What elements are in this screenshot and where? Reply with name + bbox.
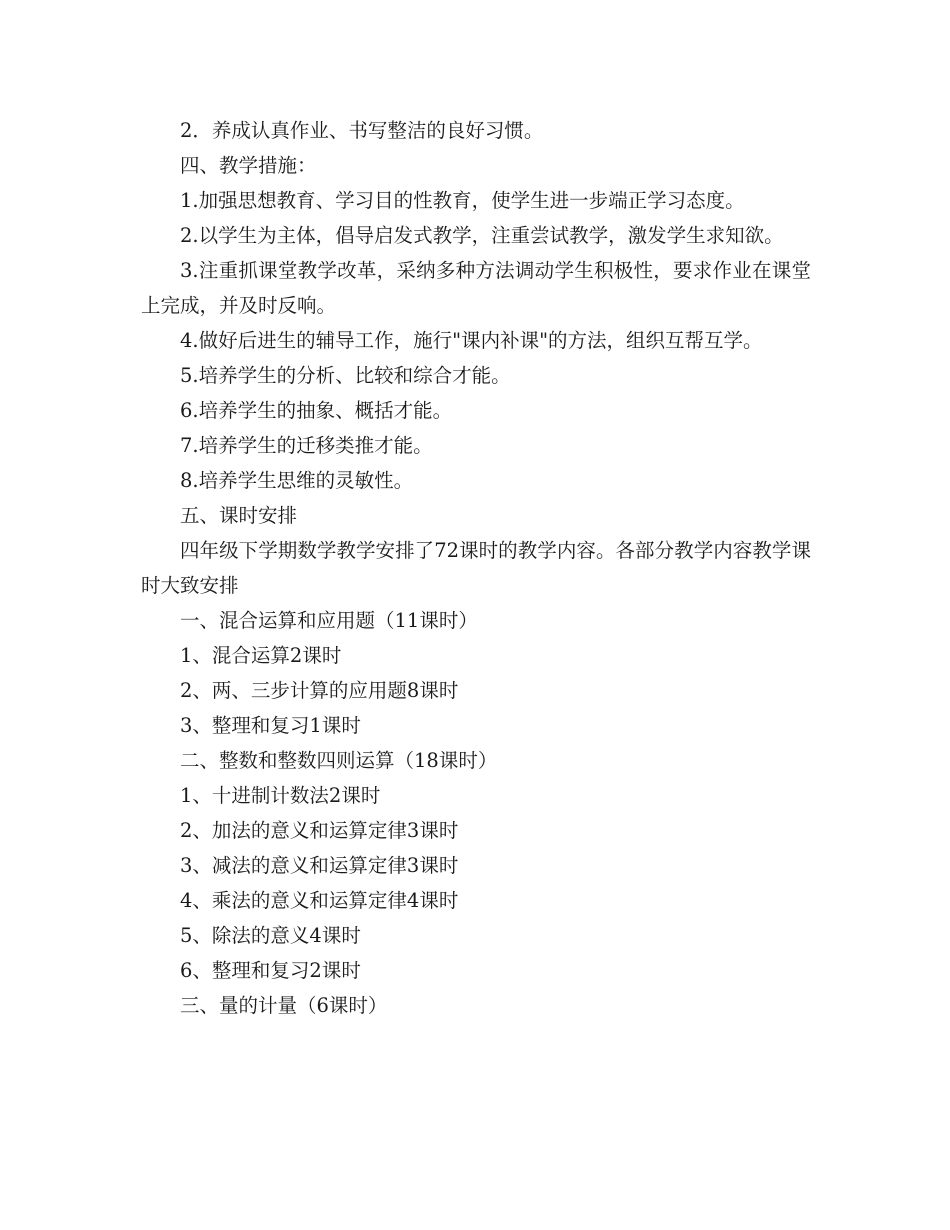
paragraph: 1.加强思想教育、学习目的性教育，使学生进一步端正学习态度。 [180,189,745,212]
subsection-heading: 三、量的计量（6课时） [180,994,388,1017]
subsection-heading: 二、整数和整数四则运算（18课时） [180,749,498,772]
list-item: 1、混合运算2课时 [180,644,342,667]
document-body [141,113,811,1023]
section-heading: 五、课时安排 [180,504,298,527]
list-item: 6、整理和复习2课时 [180,959,361,982]
paragraph: 2．养成认真作业、书写整洁的良好习惯。 [180,119,544,142]
paragraph: 4.做好后进生的辅导工作，施行"课内补课"的方法，组织互帮互学。 [180,329,763,352]
paragraph: 3.注重抓课堂教学改革，采纳多种方法调动学生积极性，要求作业在课堂上完成，并及时反响。 [141,259,811,317]
subsection-heading: 一、混合运算和应用题（11课时） [180,609,478,632]
list-item: 2、加法的意义和运算定律3课时 [180,819,459,842]
section-heading: 四、教学措施： [180,154,317,177]
list-item: 2、两、三步计算的应用题8课时 [180,679,459,702]
paragraph: 8.培养学生思维的灵敏性。 [180,469,414,492]
list-item: 1、十进制计数法2课时 [180,784,381,807]
list-item: 5、除法的意义4课时 [180,924,361,947]
list-item: 4、乘法的意义和运算定律4课时 [180,889,459,912]
paragraph: 四年级下学期数学教学安排了72课时的教学内容。各部分教学内容教学课时大致安排 [141,539,811,597]
paragraph: 2.以学生为主体，倡导启发式教学，注重尝试教学，激发学生求知欲。 [180,224,784,247]
paragraph: 5.培养学生的分析、比较和综合才能。 [180,364,511,387]
list-item: 3、整理和复习1课时 [180,714,361,737]
paragraph: 6.培养学生的抽象、概括才能。 [180,399,453,422]
list-item: 3、减法的意义和运算定律3课时 [180,854,459,877]
paragraph: 7.培养学生的迁移类推才能。 [180,434,433,457]
